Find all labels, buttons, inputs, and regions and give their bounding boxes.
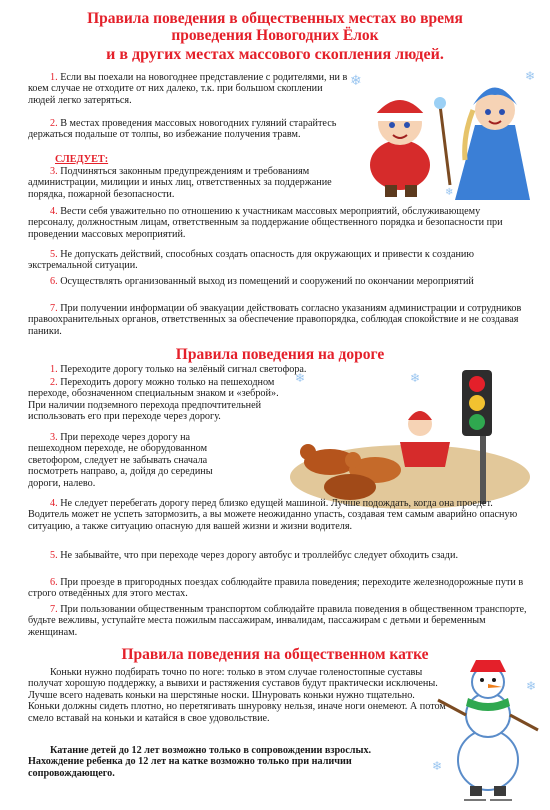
rule-number: 3. xyxy=(50,432,58,443)
rule-text: Если вы поехали на новогоднее представление с родителями, ни в коем случае не отходите от них далеко, т.к. при большом скоплении людей легко затеряться. xyxy=(28,72,348,106)
rule-number: 6. xyxy=(50,276,58,287)
rule-text: При переходе через дорогу на пешеходном переходе, не оборудованном светофором, следует не забывать сначала посмотреть направо, а, дойдя до середины дороги, налево. xyxy=(28,432,213,489)
svg-text:❄: ❄ xyxy=(445,187,454,198)
snowman-skater-illustration xyxy=(430,660,545,808)
rule-text: При пользовании общественным транспортом соблюдайте правила поведения в общественном транспорте, будьте вежливы, уступайте места пожилым пассажирам, инвалидам, пассажирам с детьми и беременным женщинам. xyxy=(28,604,527,638)
svg-text:❄: ❄ xyxy=(295,371,306,385)
road-rule-7 xyxy=(28,604,528,638)
road-rule-5 xyxy=(28,550,528,561)
public-rule-5 xyxy=(28,249,528,272)
svg-text:❄: ❄ xyxy=(432,759,443,773)
rule-number: 4. xyxy=(50,206,58,217)
road-section-title: Правила поведения на дороге xyxy=(175,346,385,363)
public-rule-7 xyxy=(28,303,528,337)
rink-section-title: Правила поведения на общественном катке xyxy=(121,646,429,663)
rule-text: Осуществлять организованный выход из помещений и сооружений по окончании мероприятий xyxy=(60,276,474,287)
snow-maiden-illustration xyxy=(345,65,540,200)
should-label: СЛЕДУЕТ: xyxy=(55,154,109,165)
rule-text: Не допускать действий, способных создать опасность для окружающих и привести к созданию экстремальной ситуации. xyxy=(28,249,474,272)
rule-number: 7. xyxy=(50,604,58,615)
rule-number: 7. xyxy=(50,303,58,314)
rule-text: Вести себя уважительно по отношению к участникам массовых мероприятий, обслуживающему персоналу, должностным лицам, ответственным за поддержание общественного порядка и безопасности при проведении массовых мероприятий. xyxy=(28,206,503,240)
rule-number: 5. xyxy=(50,550,58,561)
road-rule-3 xyxy=(28,432,228,489)
page-title-line-1: Правила поведения в общественных местах во время xyxy=(87,10,463,27)
public-rule-3 xyxy=(28,166,358,200)
rule-text: Переходите дорогу только на зелёный сигнал светофора. xyxy=(60,364,307,375)
public-rule-2 xyxy=(28,118,348,141)
troika-traffic-light-illustration xyxy=(290,362,542,512)
page-title-line-2: проведения Новогодних Ёлок xyxy=(171,27,379,44)
public-rule-6 xyxy=(28,276,528,287)
rink-note: Катание детей до 12 лет возможно только в сопровождении взрослых. Нахождение ребенка до 12 лет на катке возможно только при наличии сопровождающего. xyxy=(28,745,372,779)
rule-number: 6. xyxy=(50,577,58,588)
road-rule-4 xyxy=(28,498,528,532)
rule-number: 2. xyxy=(50,118,58,129)
rule-text: При получении информации об эвакуации действовать согласно указаниям администрации и сотрудников правоохранительных органов, ответственных за обеспечение правопорядка, соблюдая спокойствие и не создавая паники. xyxy=(28,303,522,337)
public-rule-1 xyxy=(28,72,348,106)
svg-text:❄: ❄ xyxy=(525,69,536,83)
rule-number: 4. xyxy=(50,498,58,509)
svg-text:❄: ❄ xyxy=(410,371,421,385)
rule-text: При проезде в пригородных поездах соблюдайте правила поведения; переходите железнодорожные пути в строго отведённых для этого местах. xyxy=(28,577,524,600)
rule-text: Не следует перебегать дорогу перед близко едущей машиной. Лучше подождать, когда она проедет. Водитель может не успеть затормозить, а вы можете неожиданно упасть, создавая тем самым аварийно опасную ситуацию, а также ситуацию опасную для вашей жизни и жизни водителя. xyxy=(28,498,518,532)
rule-number: 3. xyxy=(50,166,58,177)
rule-text: В местах проведения массовых новогодних гуляний старайтесь держаться подальше от толпы, во избежание получения травм. xyxy=(28,118,337,141)
page-title-line-3: и в других местах массового скопления людей. xyxy=(106,46,444,63)
rule-text: Переходить дорогу можно только на пешеходном переходе, обозначенном специальным знаком и «зеброй». При наличии подземного перехода предпочтительней использовать его при переходе через дорогу. xyxy=(28,377,279,423)
rink-paragraph: Коньки нужно подбирать точно по ноге: только в этом случае голеностопные суставы получат хорошую поддержку, а вывихи и растяжения суставов будут практически исключены. Лучше всего надевать коньки на шерстяные носки. Шнуровать коньки нужно тщательно. Коньки должны сидеть плотно, но перетягивать шнуровку нельзя, иначе ноги онемеют. А потом смело вставай на коньки и катайся в свое удовольствие. xyxy=(28,667,446,724)
rule-text: Подчиняться законным предупреждениям и требованиям администрации, милиции и иных лиц, ответственных за поддержание порядка, пожарной безопасности. xyxy=(28,166,332,200)
rule-number: 2. xyxy=(50,377,58,388)
road-rule-1 xyxy=(28,364,318,375)
rule-number: 5. xyxy=(50,249,58,260)
svg-text:❄: ❄ xyxy=(526,679,537,693)
rule-number: 1. xyxy=(50,364,58,375)
public-rule-4 xyxy=(28,206,528,240)
road-rule-2 xyxy=(28,377,293,423)
road-rule-6 xyxy=(28,577,528,600)
rule-number: 1. xyxy=(50,72,58,83)
svg-text:❄: ❄ xyxy=(350,74,362,89)
rule-text: Не забывайте, что при переходе через дорогу автобус и троллейбус следует обходить сзади. xyxy=(60,550,458,561)
